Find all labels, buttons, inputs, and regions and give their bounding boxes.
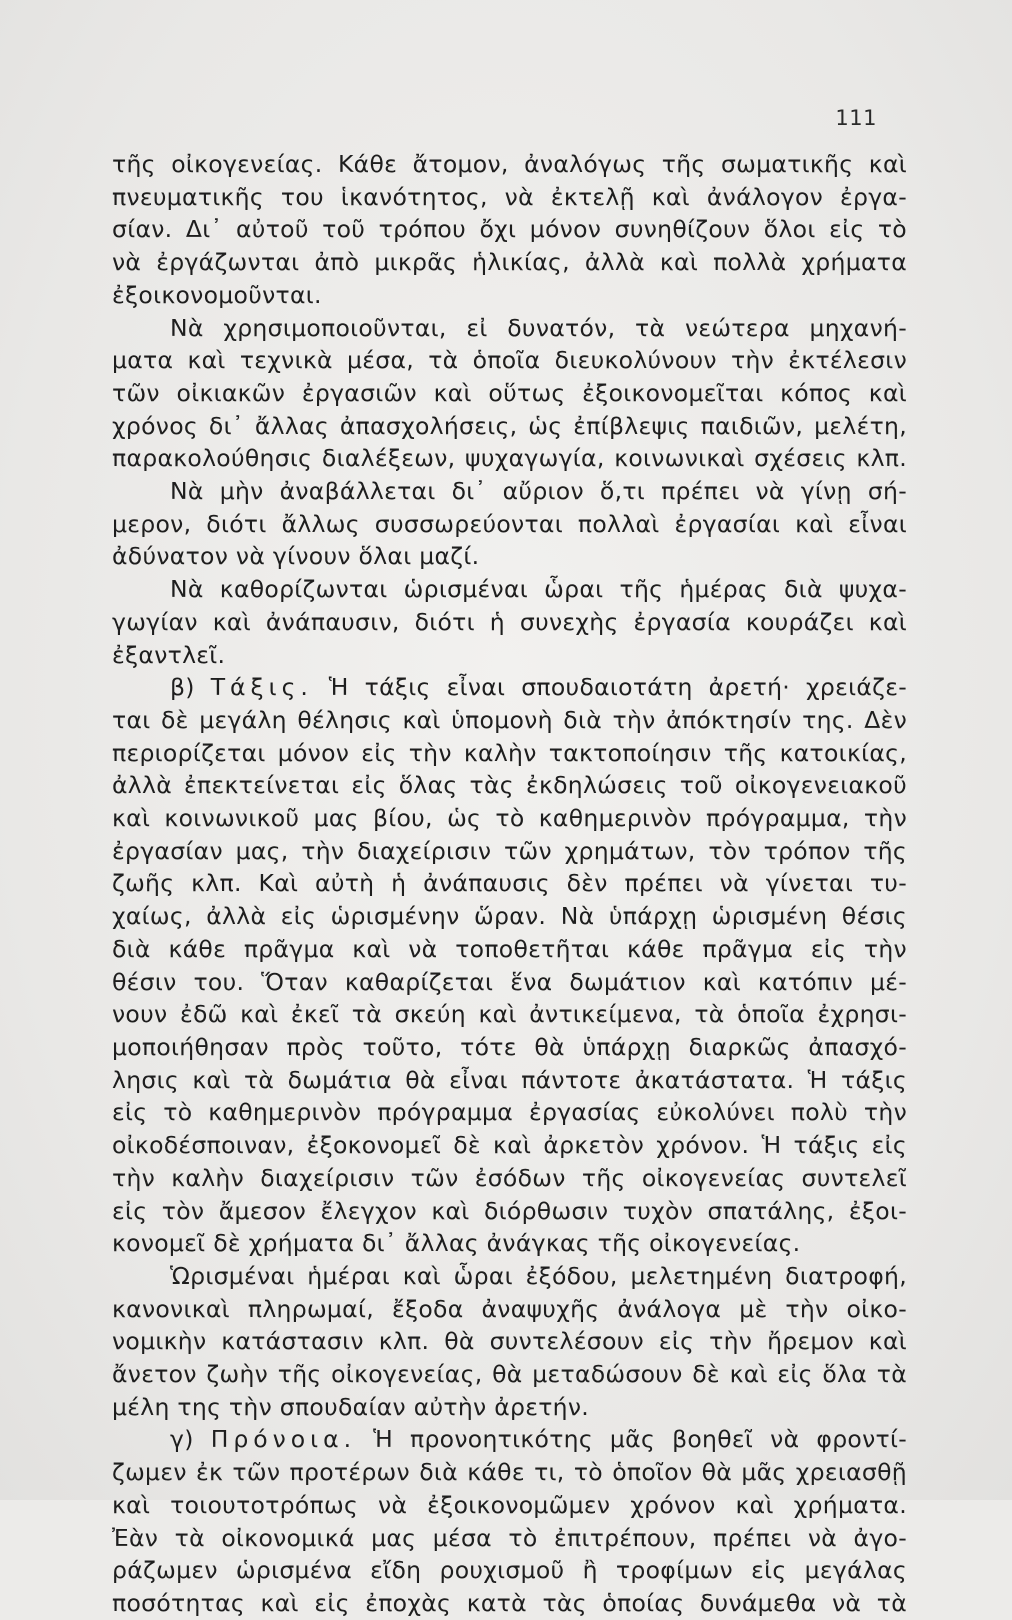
text-line: Ὡρισμέναι ἡμέραι καὶ ὧραι ἐξόδου, μελετημένη διατροφή, — [170, 1261, 907, 1290]
text-line: ἀδύνατον νὰ γίνουν ὅλαι μαζί. — [112, 542, 480, 571]
text-line: πνευματικῆς του ἱκανότητος, νὰ ἐκτελῇ καὶ ἀνάλογον ἐργα- — [112, 182, 907, 211]
text-line: ράζωμεν ὡρισμένα εἴδη ρουχισμοῦ ἢ τροφίμων εἰς μεγάλας — [112, 1556, 907, 1585]
text-line: γ) Πρόνοια. Ἡ προνοητικότης μᾶς βοηθεῖ νὰ φροντί- — [170, 1425, 907, 1454]
body-text — [112, 148, 907, 1620]
text-line: νὰ ἐργάζωνται ἀπὸ μικρᾶς ἡλικίας, ἀλλὰ καὶ πολλὰ χρήματα — [112, 248, 907, 277]
text-line: παρακολούθησις διαλέξεων, ψυχαγωγία, κοινωνικαὶ σχέσεις κλπ. — [112, 444, 907, 473]
text-line: νομικὴν κατάστασιν κλπ. θὰ συντελέσουν εἰς τὴν ἤρεμον καὶ — [112, 1327, 907, 1356]
text-line: τῆς οἰκογενείας. Κάθε ἄτομον, ἀναλόγως τῆς σωματικῆς καὶ — [112, 150, 907, 178]
text-line: κονομεῖ δὲ χρήματα δι᾽ ἄλλας ἀνάγκας τῆς οἰκογενείας. — [112, 1229, 801, 1258]
text-line: μερον, διότι ἄλλως συσσωρεύονται πολλαὶ ἐργασίαι καὶ εἶναι — [112, 509, 907, 538]
text-line: ἀλλὰ ἐπεκτείνεται εἰς ὅλας τὰς ἐκδηλώσεις τοῦ οἰκογενειακοῦ — [112, 771, 907, 800]
text-line: μοποιήθησαν πρὸς τοῦτο, τότε θὰ ὑπάρχῃ διαρκῶς ἀπασχό- — [112, 1032, 907, 1061]
section-heading: Πρόνοια. — [210, 1425, 357, 1454]
text-line: εἰς τὸν ἄμεσον ἔλεγχον καὶ διόρθωσιν τυχὸν σπατάλης, ἐξοι- — [112, 1196, 907, 1225]
text-line: καὶ τοιουτοτρόπως νὰ ἐξοικονομῶμεν χρόνον καὶ χρήματα. — [112, 1490, 907, 1519]
text-line: καὶ κοινωνικοῦ μας βίου, ὡς τὸ καθημερινὸν πρόγραμμα, τὴν — [112, 804, 907, 833]
text-line: Νὰ χρησιμοποιοῦνται, εἰ δυνατόν, τὰ νεώτερα μηχανή- — [170, 313, 907, 342]
text-line: χρόνος δι᾽ ἄλλας ἀπασχολήσεις, ὡς ἐπίβλεψις παιδιῶν, μελέτη, — [112, 411, 907, 440]
text-line: μέλη της τὴν σπουδαίαν αὐτὴν ἀρετήν. — [112, 1392, 590, 1421]
text-line: Νὰ καθορίζωνται ὡρισμέναι ὧραι τῆς ἡμέρας διὰ ψυχα- — [170, 575, 907, 604]
text-line: ἄνετον ζωὴν τῆς οἰκογενείας, θὰ μεταδώσουν δὲ καὶ εἰς ὅλα τὰ — [112, 1360, 907, 1389]
text-line: περιορίζεται μόνον εἰς τὴν καλὴν τακτοποίησιν τῆς κατοικίας, — [112, 738, 907, 767]
text-line: λησις καὶ τὰ δωμάτια θὰ εἶναι πάντοτε ἀκατάστατα. Ἡ τάξις — [112, 1065, 907, 1094]
text-line: οἰκοδέσποιναν, ἐξοκονομεῖ δὲ καὶ ἀρκετὸν χρόνον. Ἡ τάξις εἰς — [112, 1131, 907, 1160]
text-line: Νὰ μὴν ἀναβάλλεται δι᾽ αὔριον ὅ,τι πρέπει νὰ γίνῃ σή- — [170, 477, 907, 506]
text-line: διὰ κάθε πρᾶγμα καὶ νὰ τοποθετῆται κάθε πρᾶγμα εἰς τὴν — [112, 934, 907, 963]
text-line: κανονικαὶ πληρωμαί, ἔξοδα ἀναψυχῆς ἀνάλογα μὲ τὴν οἰκο- — [112, 1294, 907, 1323]
page-number: 111 — [835, 106, 877, 130]
text-line: σίαν. Δι᾽ αὐτοῦ τοῦ τρόπου ὄχι μόνον συνηθίζουν ὅλοι εἰς τὸ — [112, 215, 907, 244]
text-line: ται δὲ μεγάλη θέλησις καὶ ὑπομονὴ διὰ τὴν ἀπόκτησίν της. Δὲν — [112, 705, 907, 734]
text-line: ποσότητας καὶ εἰς ἐποχὰς κατὰ τὰς ὁποίας δυνάμεθα νὰ τὰ — [112, 1588, 907, 1617]
text-line: θέσιν του. Ὅταν καθαρίζεται ἕνα δωμάτιον καὶ κατόπιν μέ- — [112, 967, 907, 996]
text-line: τὴν καλὴν διαχείρισιν τῶν ἐσόδων τῆς οἰκογενείας συντελεῖ — [112, 1163, 907, 1192]
text-line: β) Τάξις. Ἡ τάξις εἶναι σπουδαιοτάτη ἀρετή· χρειάζε- — [170, 673, 907, 702]
section-heading: Τάξις. — [210, 673, 313, 702]
text-line: τῶν οἰκιακῶν ἐργασιῶν καὶ οὕτως ἐξοικονομεῖται κόπος καὶ — [112, 378, 907, 407]
text-line: ἐξαντλεῖ. — [112, 640, 226, 669]
text-line: εἰς τὸ καθημερινὸν πρόγραμμα ἐργασίας εὐκολύνει πολὺ τὴν — [112, 1098, 907, 1127]
text-line: ματα καὶ τεχνικὰ μέσα, τὰ ὁποῖα διευκολύνουν τὴν ἐκτέλεσιν — [112, 346, 907, 375]
text-line: ζωῆς κλπ. Καὶ αὐτὴ ἡ ἀνάπαυσις δὲν πρέπει νὰ γίνεται τυ- — [112, 869, 907, 898]
text-line: ζωμεν ἐκ τῶν προτέρων διὰ κάθε τι, τὸ ὁποῖον θὰ μᾶς χρειασθῇ — [112, 1458, 907, 1487]
text-line: χαίως, ἀλλὰ εἰς ὡρισμένην ὥραν. Νὰ ὑπάρχῃ ὡρισμένη θέσις — [112, 902, 907, 931]
text-line: γωγίαν καὶ ἀνάπαυσιν, διότι ἡ συνεχὴς ἐργασία κουράζει καὶ — [112, 607, 907, 636]
text-line: ἐργασίαν μας, τὴν διαχείρισιν τῶν χρημάτων, τὸν τρόπον τῆς — [112, 836, 907, 865]
text-line: ἐξοικονομοῦνται. — [112, 280, 322, 309]
text-line: Ἐὰν τὰ οἰκονομικά μας μέσα τὸ ἐπιτρέπουν, πρέπει νὰ ἀγο- — [112, 1523, 907, 1552]
text-line: νουν ἐδῶ καὶ ἐκεῖ τὰ σκεύη καὶ ἀντικείμενα, τὰ ὁποῖα ἐχρησι- — [112, 1000, 907, 1029]
